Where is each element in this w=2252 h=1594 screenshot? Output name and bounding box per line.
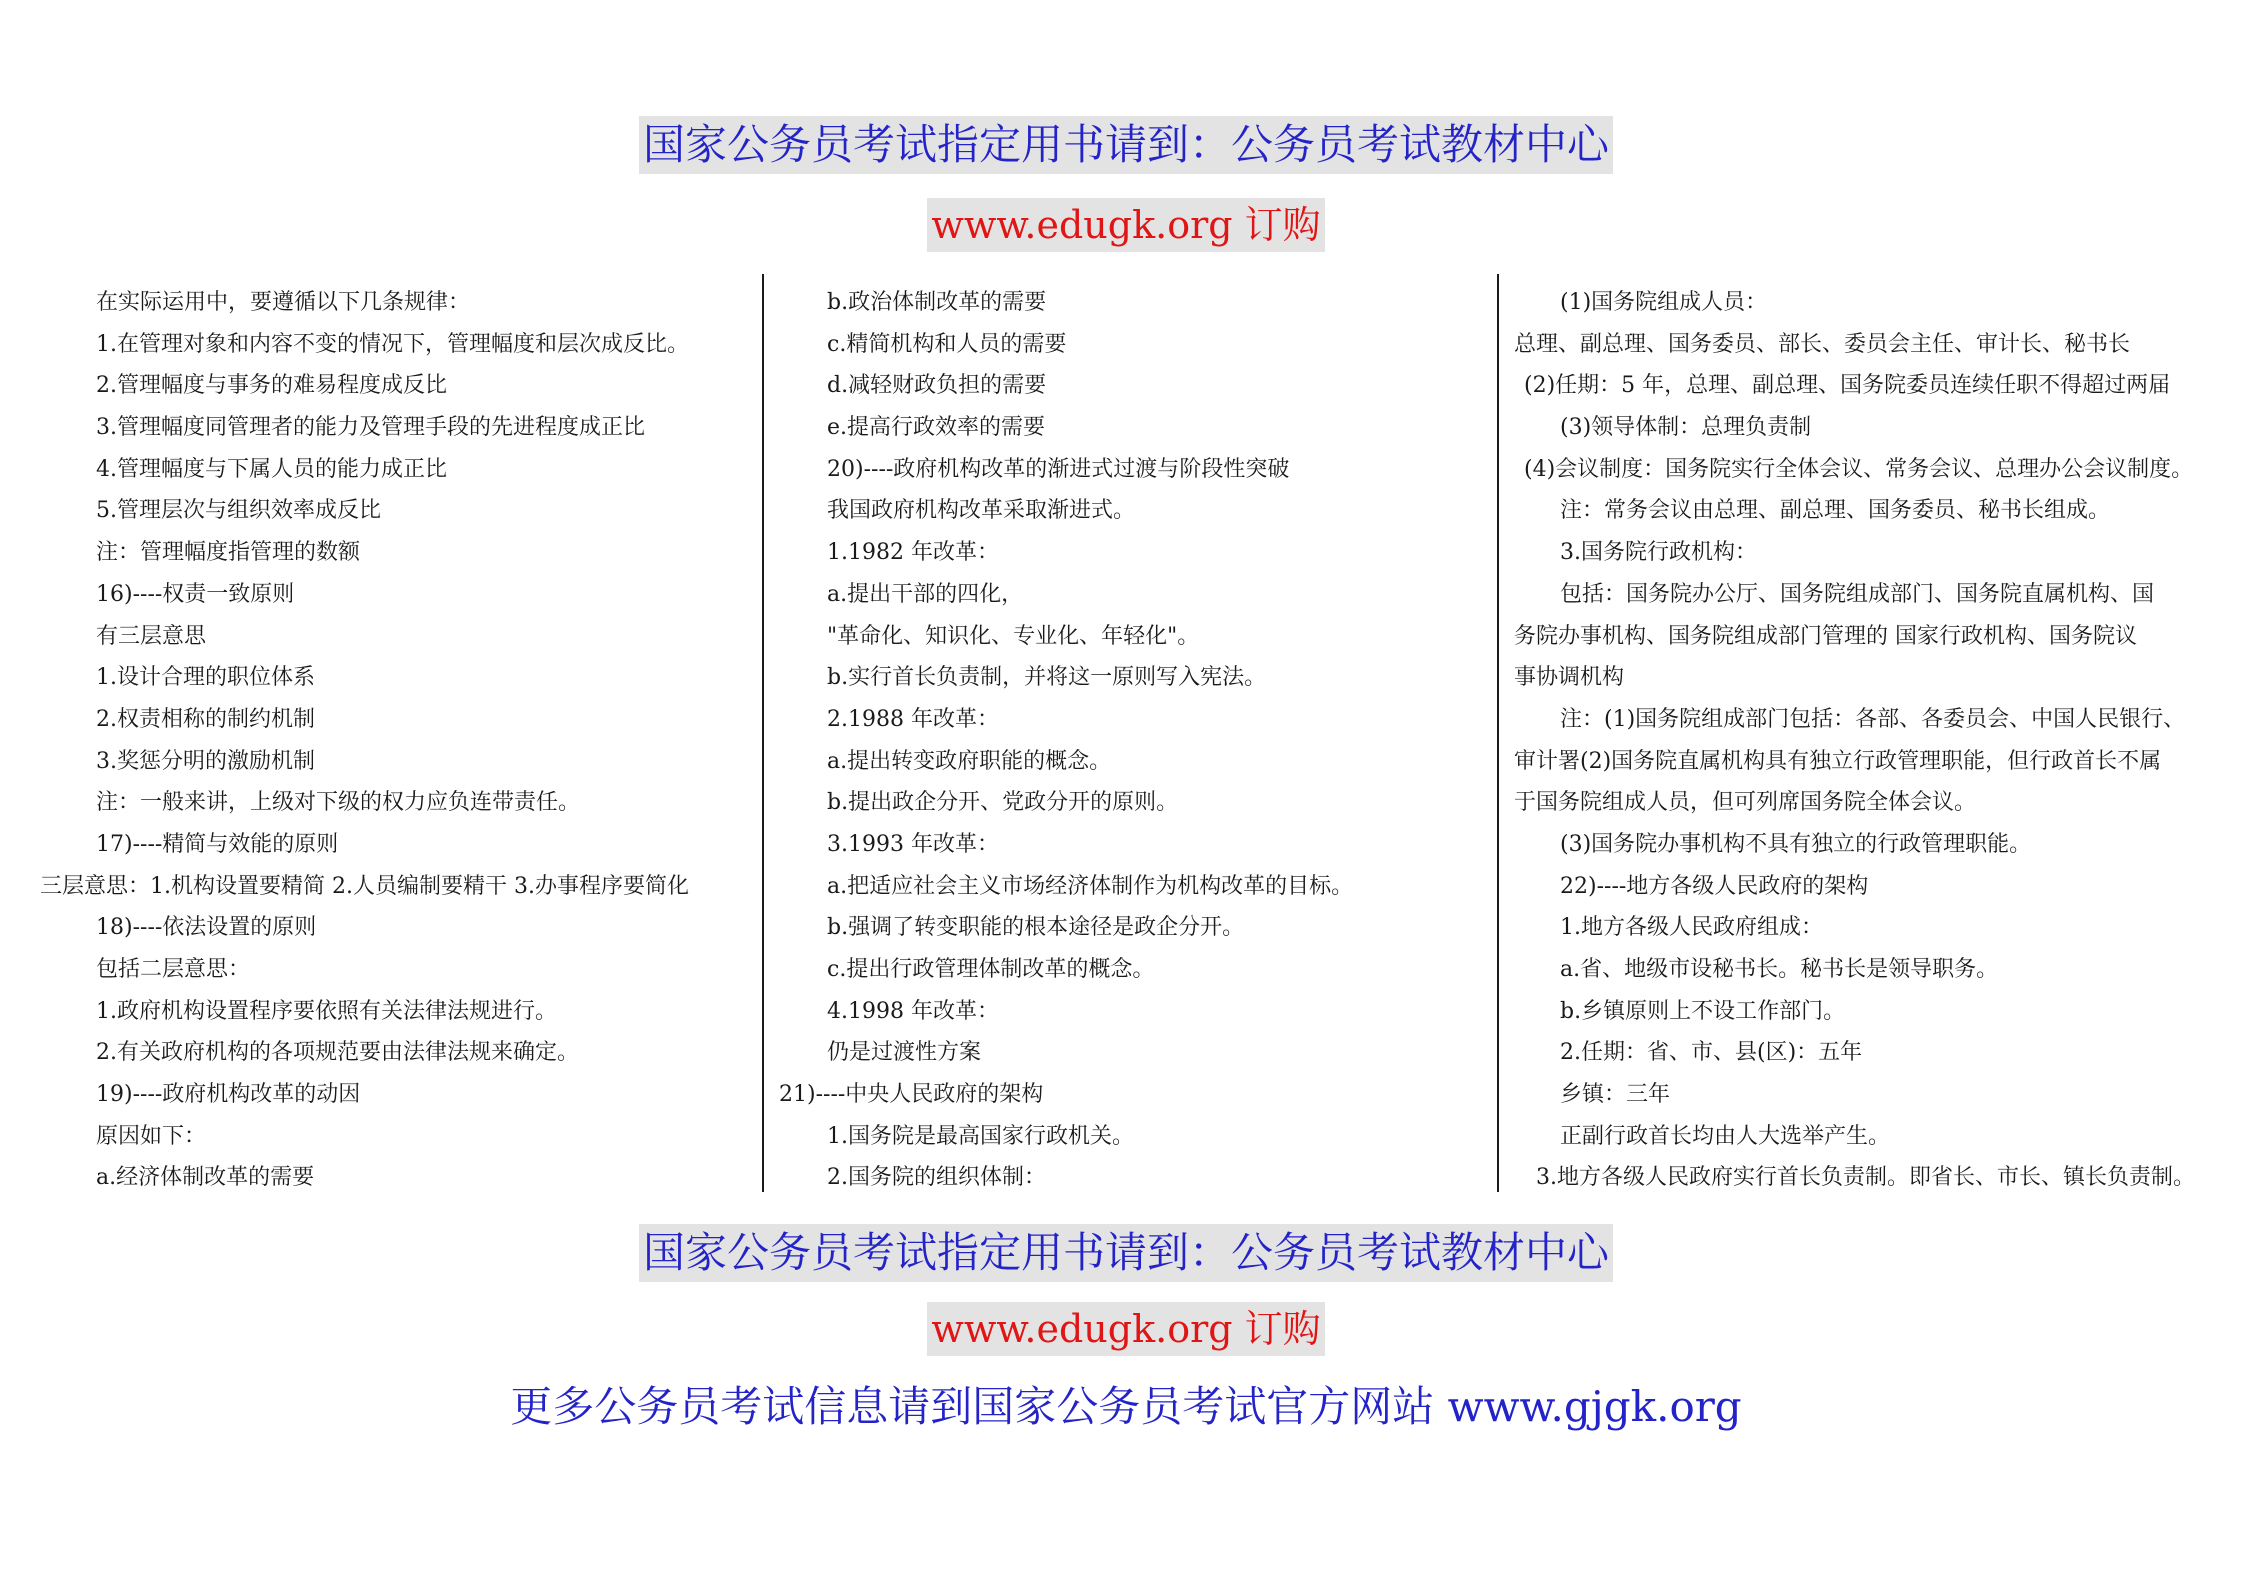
column-divider bbox=[1497, 274, 1499, 1192]
text-line: 1.设计合理的职位体系 bbox=[96, 665, 315, 691]
text-line: 注：常务会议由总理、副总理、国务委员、秘书长组成。 bbox=[1560, 498, 2111, 524]
header-title-banner bbox=[0, 116, 2252, 174]
footer-title: 国家公务员考试指定用书请到：公务员考试教材中心 bbox=[639, 1224, 1613, 1282]
text-line: a.经济体制改革的需要 bbox=[96, 1165, 315, 1191]
text-line: 1.在管理对象和内容不变的情况下，管理幅度和层次成反比。 bbox=[96, 331, 689, 357]
text-line: b.政治体制改革的需要 bbox=[827, 290, 1047, 315]
header-url-banner bbox=[0, 198, 2252, 252]
text-line: 19)----政府机构改革的动因 bbox=[96, 1082, 361, 1108]
text-line: 审计署(2)国务院直属机构具有独立行政管理职能，但行政首长不属 bbox=[1514, 748, 2162, 774]
text-line: 22)----地方各级人民政府的架构 bbox=[1560, 873, 1869, 899]
text-line: 17)----精简与效能的原则 bbox=[96, 831, 339, 857]
text-line: 4.管理幅度与下属人员的能力成正比 bbox=[96, 456, 447, 482]
text-line: 注：管理幅度指管理的数额 bbox=[96, 540, 361, 566]
text-line: 务院办事机构、国务院组成部门管理的 国家行政机构、国务院议 bbox=[1514, 623, 2137, 649]
text-line: 20)----政府机构改革的渐进式过渡与阶段性突破 bbox=[827, 456, 1290, 482]
header-url-link[interactable]: www.edugk.org 订购 bbox=[927, 198, 1324, 252]
text-line: 18)----依法设置的原则 bbox=[96, 915, 317, 941]
footer-title-banner bbox=[0, 1224, 2252, 1282]
text-line: 3.地方各级人民政府实行首长负责制。即省长、市长、镇长负责制。 bbox=[1536, 1165, 2195, 1191]
text-line: c.精简机构和人员的需要 bbox=[827, 331, 1067, 357]
text-line: 包括：国务院办公厅、国务院组成部门、国务院直属机构、国 bbox=[1560, 581, 2155, 607]
header-title: 国家公务员考试指定用书请到：公务员考试教材中心 bbox=[639, 116, 1613, 174]
text-line: 注：(1)国务院组成部门包括：各部、各委员会、中国人民银行、 bbox=[1560, 706, 2186, 732]
text-line: (2)任期：5 年，总理、副总理、国务院委员连续任职不得超过两届 bbox=[1524, 373, 2171, 399]
text-line: 3.管理幅度同管理者的能力及管理手段的先进程度成正比 bbox=[96, 415, 645, 441]
text-line: 4.1998 年改革： bbox=[827, 998, 999, 1024]
text-line: e.提高行政效率的需要 bbox=[827, 415, 1046, 441]
text-line: 21)----中央人民政府的架构 bbox=[779, 1082, 1044, 1108]
text-line: c.提出行政管理体制改革的概念。 bbox=[827, 957, 1155, 982]
text-line: 1.国务院是最高国家行政机关。 bbox=[827, 1123, 1134, 1149]
text-line: b.强调了转变职能的根本途径是政企分开。 bbox=[827, 915, 1245, 941]
text-line: 包括二层意思： bbox=[96, 957, 251, 982]
text-line: 5.管理层次与组织效率成反比 bbox=[96, 498, 381, 524]
text-line: 2.1988 年改革： bbox=[827, 706, 999, 732]
text-line: a.提出转变政府职能的概念。 bbox=[827, 748, 1112, 774]
text-line: 3.国务院行政机构： bbox=[1560, 540, 1757, 566]
column-middle bbox=[775, 282, 1495, 1199]
text-line: 原因如下： bbox=[96, 1123, 207, 1149]
text-line: 3.1993 年改革： bbox=[827, 831, 999, 857]
column-divider bbox=[762, 274, 764, 1192]
text-line: 注：一般来讲，上级对下级的权力应负连带责任。 bbox=[96, 790, 581, 816]
text-line: 在实际运用中，要遵循以下几条规律： bbox=[96, 290, 471, 315]
text-line: 1.1982 年改革： bbox=[827, 540, 999, 566]
text-line: 三层意思：1.机构设置要精简 2.人员编制要精干 3.办事程序要简化 bbox=[40, 873, 689, 899]
text-line: b.提出政企分开、党政分开的原则。 bbox=[827, 790, 1179, 816]
text-line: d.减轻财政负担的需要 bbox=[827, 373, 1047, 399]
text-line: 乡镇：三年 bbox=[1560, 1082, 1671, 1108]
column-right bbox=[1510, 282, 2230, 1199]
text-line: 2.任期：省、市、县(区)：五年 bbox=[1560, 1040, 1863, 1066]
text-line: 16)----权责一致原则 bbox=[96, 581, 295, 607]
text-line: 1.地方各级人民政府组成： bbox=[1560, 915, 1823, 941]
text-line: 2.国务院的组织体制： bbox=[827, 1165, 1046, 1191]
text-line: a.省、地级市设秘书长。秘书长是领导职务。 bbox=[1560, 957, 1999, 982]
text-line: a.提出干部的四化， bbox=[827, 581, 1024, 607]
text-line: 仍是过渡性方案 bbox=[827, 1040, 982, 1066]
text-line: (3)领导体制：总理负责制 bbox=[1560, 415, 1812, 441]
text-line: b.乡镇原则上不设工作部门。 bbox=[1560, 998, 1846, 1024]
footer-official-site[interactable]: 更多公务员考试信息请到国家公务员考试官方网站 www.gjgk.org bbox=[510, 1382, 1742, 1431]
text-line: (3)国务院办事机构不具有独立的行政管理职能。 bbox=[1560, 831, 2032, 857]
footer-url-link[interactable]: www.edugk.org 订购 bbox=[927, 1302, 1324, 1356]
text-line: a.把适应社会主义市场经济体制作为机构改革的目标。 bbox=[827, 873, 1354, 899]
text-line: 2.管理幅度与事务的难易程度成反比 bbox=[96, 373, 447, 399]
text-line: 有三层意思 bbox=[96, 623, 207, 649]
text-line: "革命化、知识化、专业化、年轻化"。 bbox=[827, 623, 1200, 649]
text-line: 于国务院组成人员，但可列席国务院全体会议。 bbox=[1514, 790, 1977, 816]
text-line: 正副行政首长均由人大选举产生。 bbox=[1560, 1123, 1891, 1149]
text-line: 1.政府机构设置程序要依照有关法律法规进行。 bbox=[96, 998, 557, 1024]
text-line: 事协调机构 bbox=[1514, 665, 1625, 691]
text-line: 2.权责相称的制约机制 bbox=[96, 706, 315, 732]
column-left bbox=[40, 282, 750, 1199]
text-line: (4)会议制度：国务院实行全体会议、常务会议、总理办公会议制度。 bbox=[1524, 456, 2194, 482]
text-line: 2.有关政府机构的各项规范要由法律法规来确定。 bbox=[96, 1040, 579, 1066]
text-line: 总理、副总理、国务委员、部长、委员会主任、审计长、秘书长 bbox=[1514, 331, 2131, 357]
text-line: 我国政府机构改革采取渐进式。 bbox=[827, 498, 1136, 524]
text-line: (1)国务院组成人员： bbox=[1560, 290, 1768, 315]
footer-url-banner bbox=[0, 1302, 2252, 1356]
text-line: b.实行首长负责制，并将这一原则写入宪法。 bbox=[827, 665, 1267, 691]
text-line: 3.奖惩分明的激励机制 bbox=[96, 748, 315, 774]
